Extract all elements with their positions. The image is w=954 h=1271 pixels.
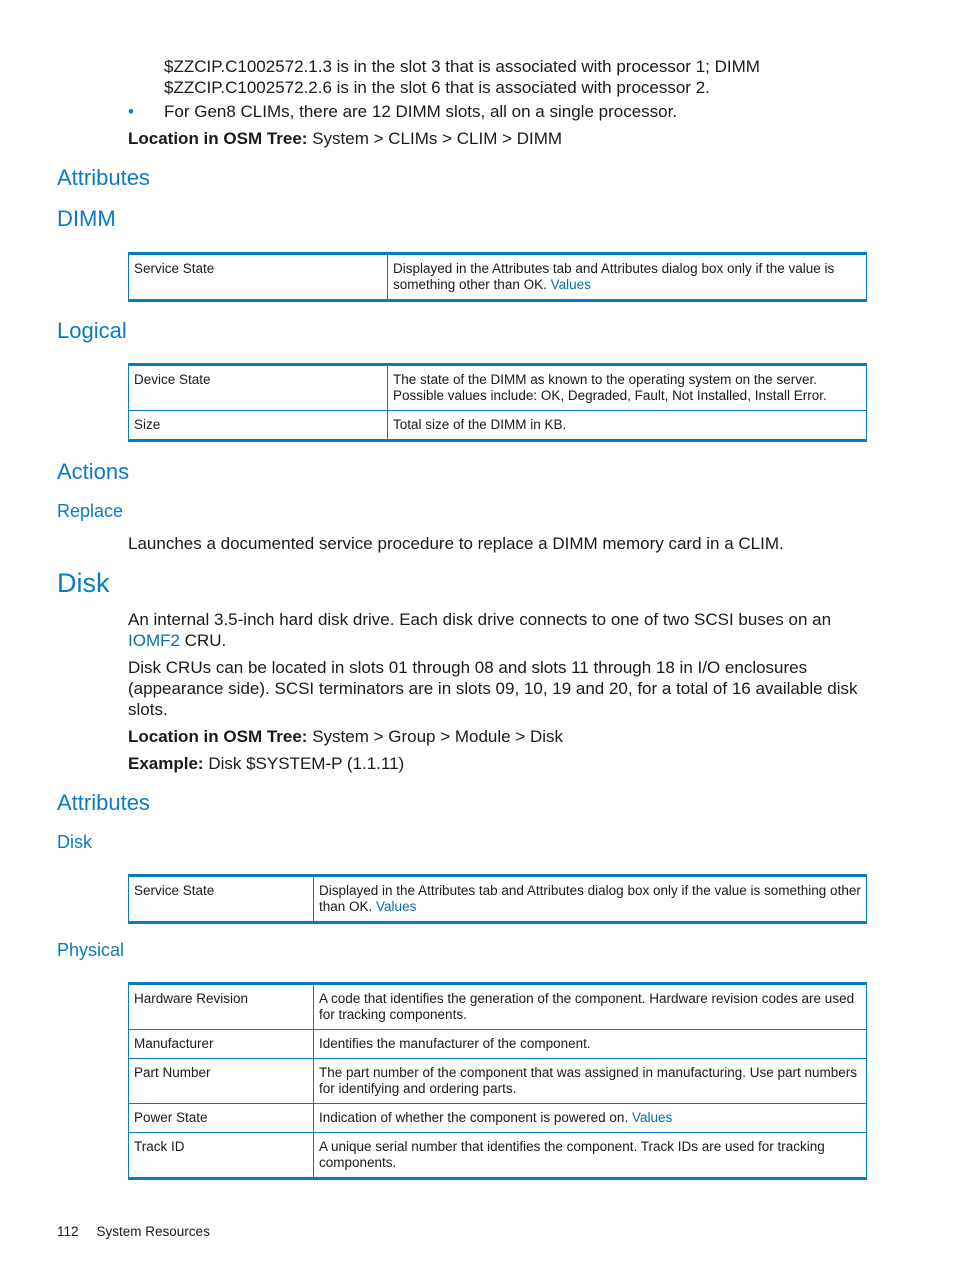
replace-description: Launches a documented service procedure to replace a DIMM memory card in a CLIM. [128, 534, 784, 553]
bullet-text: For Gen8 CLIMs, there are 12 DIMM slots, all on a single processor. [164, 102, 678, 121]
attribute-name: Device State [129, 365, 388, 411]
attribute-description: Displayed in the Attributes tab and Attributes dialog box only if the value is something other than OK. Values [388, 254, 867, 301]
disk-heading: Disk [57, 568, 110, 598]
example-label: Example: [128, 754, 204, 773]
clim-location [128, 128, 562, 149]
attribute-description: The state of the DIMM as known to the operating system on the server. Possible values include: OK, Degraded, Fault, Not Installed, Install Error. [388, 365, 867, 411]
bullet-item [128, 101, 678, 122]
table-row [129, 254, 867, 301]
disk-location [128, 726, 563, 747]
actions-heading: Actions [57, 459, 130, 484]
table-row [129, 1104, 867, 1133]
dimm-attributes-table [128, 252, 867, 302]
location-label: Location in OSM Tree: [128, 129, 308, 148]
values-link[interactable]: Values [550, 277, 591, 292]
table-row [129, 1030, 867, 1059]
attribute-description: Identifies the manufacturer of the component. [314, 1030, 867, 1059]
location-value: System > CLIMs > CLIM > DIMM [307, 129, 563, 148]
footer-section-title: System Resources [96, 1224, 210, 1239]
attributes-heading: Attributes [57, 165, 150, 190]
attribute-name: Manufacturer [129, 1030, 314, 1059]
physical-attributes-table [128, 982, 867, 1180]
attribute-name: Service State [129, 876, 314, 923]
attribute-name: Part Number [129, 1059, 314, 1104]
disk-paragraph-1: An internal 3.5-inch hard disk drive. Each disk drive connects to one of two SCSI buses on an IOMF2 CRU. [128, 610, 832, 650]
disk-paragraph-2: Disk CRUs can be located in slots 01 through 08 and slots 11 through 18 in I/O enclosures (appearance side). SCSI terminators are in slots 09, 10, 19 and 20, for a total of 16 available disk slots. [128, 658, 858, 719]
disk-attributes-heading: Attributes [57, 790, 150, 815]
physical-heading: Physical [57, 940, 125, 960]
attribute-name: Service State [129, 254, 388, 301]
attribute-description: Total size of the DIMM in KB. [388, 411, 867, 441]
page-number: 112 [57, 1224, 79, 1239]
replace-heading: Replace [57, 501, 124, 521]
page-footer [57, 1224, 210, 1239]
example-value: Disk $SYSTEM-P (1.1.11) [203, 754, 405, 773]
attribute-description: The part number of the component that was assigned in manufacturing. Use part numbers for identifying and ordering parts. [314, 1059, 867, 1104]
logical-heading: Logical [57, 318, 127, 343]
location-value: System > Group > Module > Disk [307, 727, 564, 746]
attribute-description: A unique serial number that identifies the component. Track IDs are used for tracking components. [314, 1133, 867, 1179]
table-row [129, 365, 867, 411]
logical-attributes-table [128, 363, 867, 442]
dimm-heading: DIMM [57, 206, 116, 231]
iomf2-link[interactable]: IOMF2 [128, 631, 180, 650]
attribute-name: Hardware Revision [129, 984, 314, 1030]
disk-example [128, 753, 404, 774]
intro-line-2: $ZZCIP.C1002572.2.6 is in the slot 6 that is associated with processor 2. [164, 78, 710, 97]
bullet-marker: • [128, 102, 134, 121]
table-row [129, 984, 867, 1030]
values-link[interactable]: Values [376, 899, 417, 914]
table-row [129, 876, 867, 923]
attribute-description: A code that identifies the generation of the component. Hardware revision codes are used for tracking components. [314, 984, 867, 1030]
table-row [129, 1133, 867, 1179]
attribute-description: Displayed in the Attributes tab and Attributes dialog box only if the value is something other than OK. Values [314, 876, 867, 923]
table-row [129, 411, 867, 441]
location-label: Location in OSM Tree: [128, 727, 308, 746]
attribute-name: Size [129, 411, 388, 441]
values-link[interactable]: Values [631, 1110, 673, 1125]
disk-sub-heading: Disk [57, 832, 92, 852]
attribute-name: Track ID [129, 1133, 314, 1179]
attribute-description: Indication of whether the component is powered on. Values [314, 1104, 867, 1133]
table-row [129, 1059, 867, 1104]
attribute-name: Power State [129, 1104, 314, 1133]
intro-line-1: $ZZCIP.C1002572.1.3 is in the slot 3 that is associated with processor 1; DIMM [164, 57, 760, 76]
disk-attributes-table [128, 874, 867, 924]
